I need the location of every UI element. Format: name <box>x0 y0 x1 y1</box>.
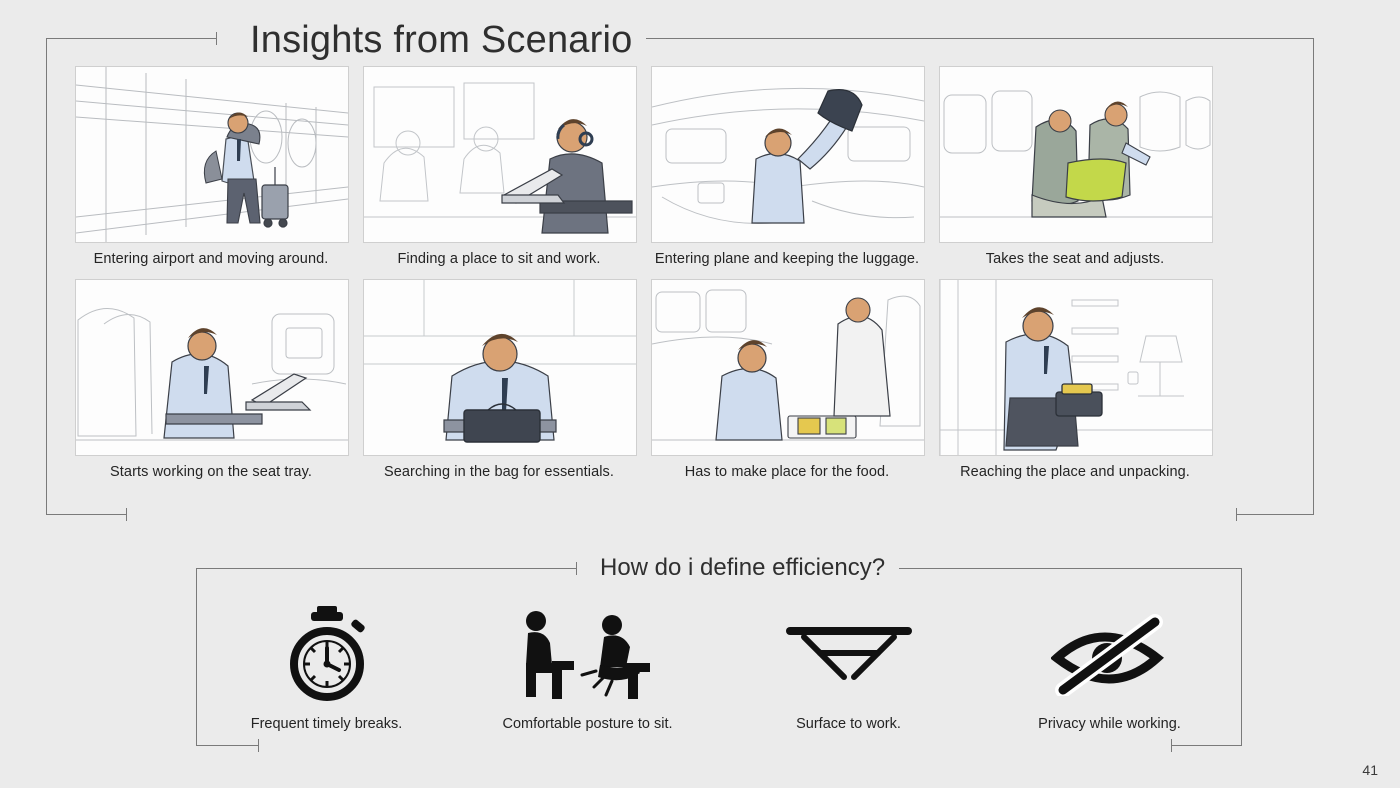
frame-tick-bottom-right <box>1236 508 1237 521</box>
frame-tick-title-left <box>216 32 217 45</box>
scenario-panel-caption: Searching in the bag for essentials. <box>383 464 615 480</box>
table-icon <box>784 606 914 702</box>
scenario-panel[interactable] <box>939 66 1211 267</box>
scenario-panel[interactable] <box>651 279 923 480</box>
scenario-panel[interactable] <box>363 279 635 480</box>
scenario-panel[interactable] <box>363 66 635 267</box>
sketch-lounge-laptop-icon <box>363 66 637 243</box>
frame-line-top-left <box>46 38 216 39</box>
scenario-panel-caption: Has to make place for the food. <box>684 464 890 480</box>
sketch-seated-passengers-icon <box>939 66 1213 243</box>
sketch-overhead-bin-icon <box>651 66 925 243</box>
efficiency-item[interactable] <box>196 606 457 732</box>
scenario-panel-caption: Finding a place to sit and work. <box>397 251 601 267</box>
sketch-airport-walking-icon <box>75 66 349 243</box>
frame-line-right <box>1313 38 1314 515</box>
eff-frame-line-top-left <box>196 568 576 569</box>
efficiency-item-caption: Surface to work. <box>796 716 901 732</box>
frame-line-left <box>46 38 47 515</box>
scenario-panel-row <box>75 279 1211 480</box>
efficiency-section-frame <box>196 554 1242 746</box>
scenario-panel-caption: Reaching the place and unpacking. <box>960 464 1190 480</box>
frame-line-top-right <box>626 38 1314 39</box>
page-number: 41 <box>1362 762 1378 778</box>
eff-frame-tick-title-left <box>576 562 577 575</box>
efficiency-item-caption: Comfortable posture to sit. <box>502 716 673 732</box>
scenario-panel-caption: Starts working on the seat tray. <box>110 464 312 480</box>
scenario-panel-grid <box>75 66 1211 492</box>
eff-frame-tick-bottom-right <box>1171 739 1172 752</box>
efficiency-items <box>196 606 1242 732</box>
seated-posture-icon <box>508 606 668 702</box>
scenario-panel[interactable] <box>75 66 347 267</box>
frame-tick-bottom-left <box>126 508 127 521</box>
efficiency-title: How do i define efficiency? <box>586 551 899 585</box>
sketch-meal-service-icon <box>651 279 925 456</box>
eff-frame-line-top-right <box>856 568 1242 569</box>
efficiency-item[interactable] <box>979 606 1240 732</box>
scenario-panel[interactable] <box>939 279 1211 480</box>
efficiency-item[interactable] <box>457 606 718 732</box>
scenario-panel-caption: Entering airport and moving around. <box>93 251 329 267</box>
page-title: Insights from Scenario <box>236 14 646 66</box>
eye-slash-icon <box>1051 606 1169 702</box>
efficiency-item-caption: Frequent timely breaks. <box>250 716 403 732</box>
sketch-tray-laptop-icon <box>75 279 349 456</box>
frame-line-bottom-right <box>1236 514 1314 515</box>
efficiency-item-caption: Privacy while working. <box>1038 716 1181 732</box>
scenario-panel-caption: Takes the seat and adjusts. <box>985 251 1165 267</box>
sketch-hotel-unpacking-icon <box>939 279 1213 456</box>
sketch-open-bag-icon <box>363 279 637 456</box>
frame-line-bottom-left <box>46 514 126 515</box>
scenario-panel-caption: Entering plane and keeping the luggage. <box>654 251 920 267</box>
eff-frame-tick-bottom-left <box>258 739 259 752</box>
eff-frame-line-bottom-left <box>196 745 258 746</box>
scenario-panel[interactable] <box>651 66 923 267</box>
stopwatch-icon <box>281 606 373 702</box>
scenario-panel[interactable] <box>75 279 347 480</box>
efficiency-item[interactable] <box>718 606 979 732</box>
eff-frame-line-bottom-right <box>1171 745 1242 746</box>
scenario-panel-row <box>75 66 1211 267</box>
